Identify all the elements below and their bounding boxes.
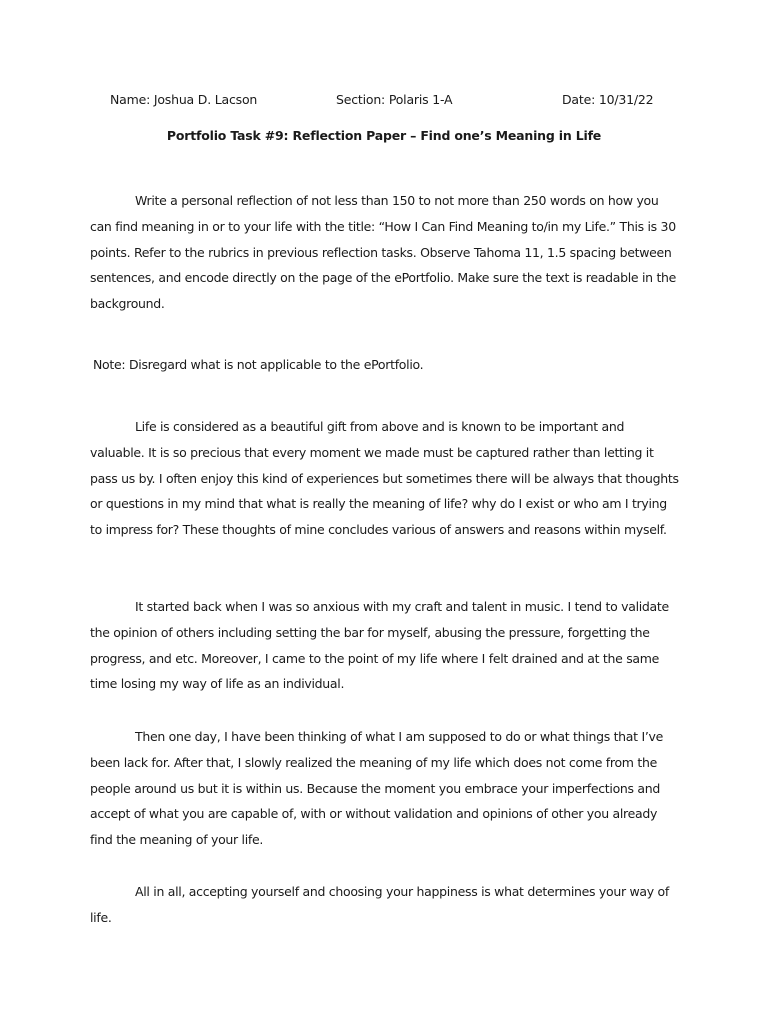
reflection-paragraph-1-block [90, 414, 680, 543]
note-paragraph: Note: Disregard what is not applicable to the ePortfolio. [93, 357, 424, 372]
student-name: Name: Joshua D. Lacson [110, 92, 258, 107]
reflection-paragraph: Life is considered as a beautiful gift from above and is known to be important and valuable. It is so precious that every moment we made must be captured rather than letting it pass us by. I often enjoy this kind of experiences but sometimes there will be always that thoughts or questions in my mind that what is really the meaning of life? why do I exist or who am I trying to impress for? These thoughts of mine concludes various of answers and reasons within myself. [90, 419, 679, 538]
reflection-paragraph: It started back when I was so anxious with my craft and talent in music. I tend to validate the opinion of others including setting the bar for myself, abusing the pressure, forgetting the progress, and etc. Moreover, I came to the point of my life where I felt drained and at the same time losing my way of life as an individual. [90, 599, 669, 692]
instructions-paragraph: Write a personal reflection of not less than 150 to not more than 250 words on how you can find meaning in or to your life with the title: “How I Can Find Meaning to/in my Life.” This is 30 points. Refer to the rubrics in previous reflection tasks. Observe Tahoma 11, 1.5 spacing between sentences, and encode directly on the page of the ePortfolio. Make sure the text is readable in the background. [90, 193, 677, 312]
header-row [110, 92, 670, 112]
reflection-paragraph: All in all, accepting yourself and choosing your happiness is what determines your way of life. [90, 884, 670, 925]
reflection-paragraph-4-block [90, 879, 680, 931]
student-section: Section: Polaris 1-A [336, 92, 453, 107]
note-block [90, 352, 680, 378]
reflection-paragraph-2-block [90, 594, 680, 697]
document-title: Portfolio Task #9: Reflection Paper – Find one’s Meaning in Life [166, 128, 602, 143]
reflection-paragraph-3-block [90, 724, 680, 853]
instructions-block [90, 188, 680, 317]
submission-date: Date: 10/31/22 [562, 92, 654, 107]
reflection-paragraph: Then one day, I have been thinking of what I am supposed to do or what things that I’ve been lack for. After that, I slowly realized the meaning of my life which does not come from the people around us but it is within us. Because the moment you embrace your imperfections and accept of what you are capable of, with or without validation and opinions of other you already find the meaning of your life. [90, 729, 663, 848]
